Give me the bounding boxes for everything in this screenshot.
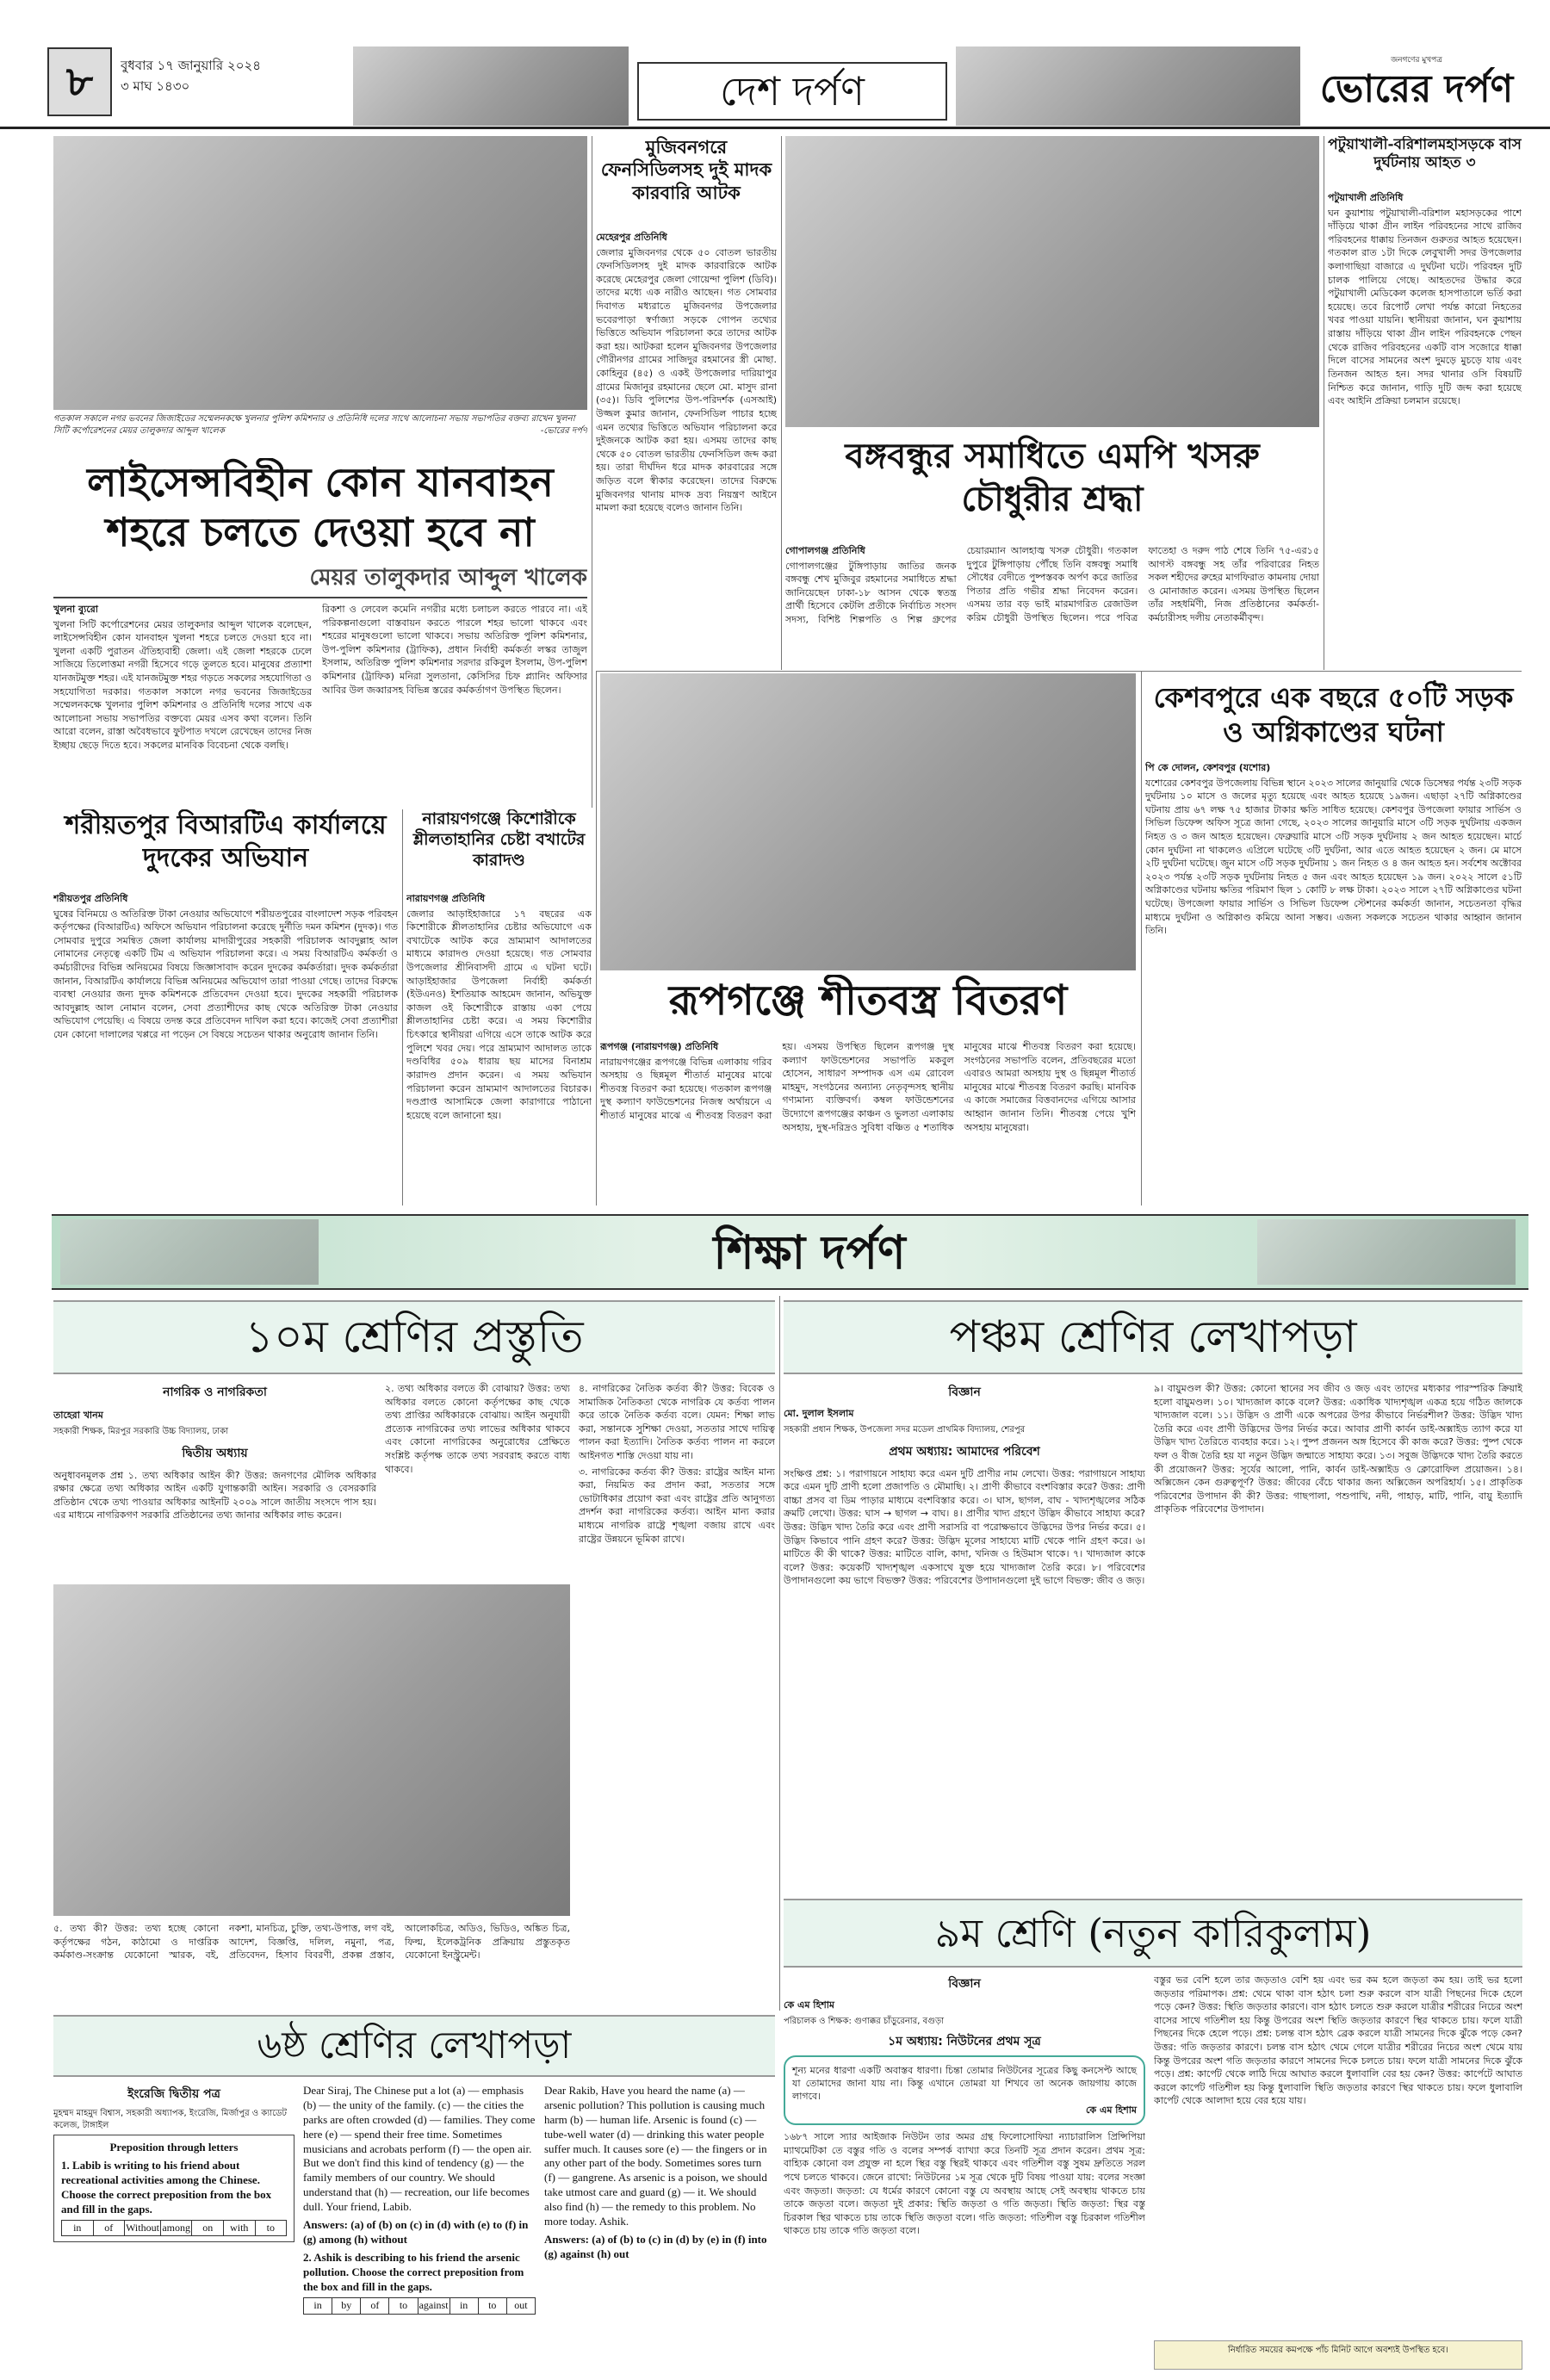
- date-bn-2: ৩ মাঘ ১৪৩০: [121, 78, 190, 94]
- bangabandhu-headline: বঙ্গবন্ধুর সমাধিতে এমপি খসরু চৌধুরীর শ্রদ্ধা: [845, 436, 1260, 519]
- class6-preposition-box-2: [303, 2297, 536, 2315]
- prep-word: to: [266, 2222, 275, 2234]
- meyor-column-2: [322, 603, 587, 805]
- class5-author: মো. দুলাল ইসলাম: [784, 1408, 854, 1419]
- date-line: [121, 55, 379, 96]
- prep-word: among: [161, 2221, 193, 2235]
- shariatpur-headline: শরীয়তপুর বিআরটিএ কার্যালয়ে দুদকের অভিযান: [65, 810, 387, 873]
- class5-author-desig: সহকারী প্রধান শিক্ষক, উপজেলা সদর মডেল প্রাথমিক বিদ্যালয়, শেরপুর: [784, 1425, 1026, 1435]
- class6-subject: ইংরেজি দ্বিতীয় পত্র: [127, 2087, 220, 2101]
- banner-photo-left: [60, 1219, 319, 1285]
- class10-chapter: দ্বিতীয় অধ্যায়: [182, 1446, 248, 1460]
- header-photo-strip-left: [353, 46, 629, 126]
- prep-word: Without: [126, 2222, 159, 2234]
- fensidil-byline: মেহেরপুর প্রতিনিধি: [596, 232, 667, 243]
- fensidil-body: জেলার মুজিবনগর থেকে ৫০ বোতল ভারতীয় ফেনসিডিলসহ দুই মাদক কারবারিকে আটক করেছে মেহেরপুর জেলা গোয়েন্দা পুলিশ (ডিবি)। তাদের মধ্যে এক নারীও আছেন। গত সোমবার দিবাগত মধ্যরাতে মুজিবনগর উপজেলার ভবেরপাড়া স্বর্ণাজ্যা সড়কে গোপন তথ্যের ভিত্তিতে অভিযান পরিচালনা করে তাদের আটক করা হয়। আটকরা হলেন মুজিবনগর উপজেলার গৌরীনগর গ্রামের সাজিদুর রহমানের স্ত্রী মোছা. কোহিনুর (৪৫) ও একই উপজেলার দারিয়াপুর গ্রামের মিজানুর রহমানের ছেলে মো. মাসুদ রানা (৩৫)। ডিবি পুলিশের উপ-পরিদর্শক (এসআই) উজ্জল কুমার জানান, ফেনসিডিল পাচার হচ্ছে এমন তথ্যের ভিত্তিতে অভিযান পরিচালনা করে দুইজনকে আটক করা হয়। এসময় তাদের কাছ থেকে ৫০ বোতল ভারতীয় ফেনসিডিল জব্দ করা হয়। তারা দীর্ঘদিন ধরে মাদক কারবারের সঙ্গে জড়িত বলে স্বীকার করেছেন। তাদের বিরুদ্ধে মুজিবনগর থানায় মাদক দ্রব্য নিয়ন্ত্রণ আইনে মামলা করা হয়েছে বলেও জানান তিনি।: [596, 246, 777, 514]
- class6-preposition-box-1: [61, 2220, 287, 2236]
- students-photo: [53, 1584, 570, 1916]
- section-title: দেশ দর্পণ: [637, 62, 947, 121]
- class6-answers-1: Answers: (a) of (b) on (c) in (d) with (e) to (f) in (g) among (h) without: [303, 2218, 529, 2246]
- narayanganj-headline: নারায়ণগঞ্জে কিশোরীকে শ্লীলতাহানির চেষ্টা বখাটের কারাদণ্ড: [412, 809, 586, 870]
- accident-body: ঘন কুয়াশায় পটুয়াখালী-বরিশাল মহাসড়কের পাশে দাঁড়িয়ে থাকা গ্রীন লাইন পরিবহনের সাথে রাজিব পরিবহনের ধাক্কায় তিনজন গুরুতর আহত হয়েছেন। গতকাল রাত ১টা দিকে লেবুখালী সদর উপজেলার কলাগাছিয়া বাজারে এ দুর্ঘটনা ঘটে। পরিবহন দুটি চালক পালিয়ে গেছে। আহতদের উদ্ধার করে পটুয়াখালী মেডিকেল কলেজ হাসপাতালে ভর্তি করা হয়েছে। তবে রিপোর্ট লেখা পর্যন্ত কারো নিহতের খবর পাওয়া যায়নি। স্থানীয়রা জানান, ঘন কুয়াশায় রাস্তায় দাঁড়িয়ে থাকা গ্রীন লাইন পরিবহনকে পেছন থেকে রাজিব পরিবহনের একটি বাস সজোরে ধাক্কা দিলে বাসের সামনের অংশ দুমড়ে মুচড়ে যায় এবং তিনজন আহত হন। সদর থানার ওসি বিষয়টি নিশ্চিত করে জানান, গাড়ি দুটি জব্দ করা হয়েছে এবং আইনি প্রক্রিয়া চলমান রয়েছে।: [1328, 207, 1522, 407]
- meyor-body-1: খুলনা সিটি কর্পোরেশনের মেয়র তালুকদার আব্দুল খালেক বলেছেন, লাইসেন্সবিহীন কোন যানবাহন খুলনা শহরে চলতে দেওয়া হবে না। খুলনা একটি পুরাতন ঐতিহ্যবাহী জেলা। এই জেলা শহরকে ঢেলে সাজিয়ে তিলোত্তমা নগরী হিসেবে গড়ে তুলতে হবে। মানুষের প্রত্যাশা যানজটমুক্ত শহর। এই যানজটমুক্ত শহর গড়তে সকলের সহযোগিতা ও সহযোগিতা দরকার। গতকাল সকালে নগর ভবনের জিজাইডের সম্মেলনকক্ষে খুলনার পুলিশ কমিশনার ও প্রতিনিধি দলের সাথে এক আলোচনা সভায় সভাপতির বক্তব্যে মেয়র এসব কথা বলেন। তিনি আরো বলেন, রাস্তা অবৈধভাবে ফুটপাত দখলে রেখেছেন তাদের নিজ ইচ্ছায় ছেড়ে দিতে হবে। সকলের মানবিক বিবেচনা থেকে বলছি।: [53, 618, 312, 752]
- column-rule: [779, 1296, 780, 2011]
- meyor-byline: খুলনা ব্যুরো: [53, 604, 98, 615]
- class5-title: পঞ্চম শ্রেণির লেখাপড়া: [784, 1300, 1522, 1374]
- column-rule: [1141, 672, 1142, 1205]
- class6-column-2: [303, 2084, 536, 2372]
- class10-column-3: [579, 1382, 775, 1899]
- caption-credit: -ভোরের দর্পণ: [540, 425, 587, 436]
- class6-title: ৬ষ্ঠ শ্রেণির লেখাপড়া: [53, 2015, 775, 2077]
- class10-body-5: ৫. তথ্য কী? উত্তর: তথ্য হচ্ছে কোনো কর্তৃপক্ষের গঠন, কাঠামো ও দাপ্তরিক কর্মকাণ্ড-সংক্রান্ত যেকোনো স্মারক, বই, নকশা, মানচিত্র, চুক্তি, তথ্য-উপাত্ত, লগ বই, আদেশ, বিজ্ঞপ্তি, দলিল, নমুনা, পত্র, প্রতিবেদন, হিসাব বিবরণী, প্রকল্প প্রস্তাব, আলোকচিত্র, অডিও, ভিডিও, অঙ্কিত চিত্র, ফিল্ম, ইলেকট্রনিক প্রক্রিয়ায় প্রস্তুতকৃত যেকোনো ইনস্ট্রুমেন্ট।: [53, 1923, 570, 1962]
- class10-body-4: ৪. নাগরিকের নৈতিক কর্তব্য কী? উত্তর: বিবেক ও সামাজিক নৈতিকতা থেকে নাগরিক যে কর্তব্য পালন করে তাকে নৈতিক কর্তব্য বলে। যেমন: শিক্ষা লাভ করা, সন্তানকে সুশিক্ষা দেওয়া, সততার সাথে দায়িত্ব পালন করা ইত্যাদি। নৈতিক কর্তব্য পালন না করলে আইনগত শাস্তি দেওয়া যায় না।: [579, 1383, 775, 1462]
- header-photo-strip-right: [956, 46, 1300, 126]
- accident-headline: পটুয়াখালী-বরিশালমহাসড়কে বাস দুর্ঘটনায় আহত ৩: [1328, 136, 1522, 172]
- caption-text: গতকাল সকালে নগর ভবনের জিজাইডের সম্মেলনকক্ষে খুলনার পুলিশ কমিশনার ও প্রতিনিধি দলের সাথে আলোচনা সভায় সভাপতির বক্তব্য রাখেন খুলনা সিটি কর্পোরেশনের মেয়র তালুকদার আব্দুল খালেক: [53, 414, 575, 436]
- class6-column-3: [544, 2084, 775, 2372]
- row-rule: [596, 671, 1522, 672]
- class10-title: ১০ম শ্রেণির প্রস্তুতি: [53, 1300, 775, 1374]
- shariatpur-column: [53, 892, 398, 1202]
- class10-author-desig: সহকারী শিক্ষক, মিরপুর সরকারি উচ্চ বিদ্যালয়, ঢাকা: [53, 1427, 229, 1436]
- accident-byline: পটুয়াখালী প্রতিনিধি: [1328, 192, 1404, 203]
- rupganj-headline: রূপগঞ্জে শীতবস্ত্র বিতরণ: [668, 976, 1068, 1025]
- prep-word: to: [389, 2298, 418, 2314]
- shariatpur-byline: শরীয়তপুর প্রতিনিধি: [53, 893, 128, 904]
- prep-word: out: [514, 2299, 528, 2312]
- class9-chapter: ১ম অধ্যায়: নিউটনের প্রথম সূত্র: [888, 2034, 1041, 2048]
- blanket-distribution-photo: [600, 673, 1136, 970]
- accident-column: [1328, 191, 1522, 669]
- class10-author: তাহেরা খানম: [53, 1410, 103, 1421]
- narayanganj-column: [406, 892, 592, 1202]
- class6-question-2: 2. Ashik is describing to his friend the arsenic pollution. Choose the correct preposition from the box and fill in the gaps.: [303, 2250, 524, 2293]
- class5-body-2: ৯। বায়ুমণ্ডল কী? উত্তর: কোনো স্থানের সব জীব ও জড় এবং তাদের মধ্যকার পারস্পরিক ক্রিয়াই হলো বায়ুমণ্ডল। ১০। খাদ্যজাল কাকে বলে? উত্তর: একাধিক খাদ্যশৃঙ্খল একত্র হয়ে গঠিত জালকে খাদ্যজাল বলে। ১১। উদ্ভিদ ও প্রাণী একে অপরের উপর কীভাবে নির্ভরশীল? উত্তর: উদ্ভিদ খাদ্য তৈরি করে এবং প্রাণী উদ্ভিদের উপর নির্ভর করে। আবার প্রাণী কার্বন ডাই-অক্সাইড ত্যাগ করে যা উদ্ভিদ খাদ্য তৈরিতে ব্যবহার করে। ১২। পুষ্প প্রজনন অঙ্গ হিসেবে কী কাজ করে? উত্তর: পুষ্প থেকে ফল ও বীজ তৈরি হয় যা নতুন উদ্ভিদ জন্মাতে সাহায্য করে। ১৩। সবুজ উদ্ভিদকে খাদ্য তৈরি করতে কী প্রয়োজন? উত্তর: সূর্যের আলো, পানি, কার্বন ডাই-অক্সাইড ও ক্লোরোফিল প্রয়োজন। ১৪। অক্সিজেন কেন গুরুত্বপূর্ণ? উত্তর: জীবের বেঁচে থাকার জন্য অক্সিজেন অপরিহার্য। ১৫। প্রাকৃতিক পরিবেশের উপাদান কী কী? উত্তর: গাছপালা, পশুপাখি, নদী, পাহাড়, মাটি, পানি, বায়ু ইত্যাদি প্রাকৃতিক পরিবেশের উপাদান।: [1154, 1383, 1522, 1515]
- prep-word: with: [224, 2221, 256, 2235]
- class5-subject: বিজ্ঞান: [948, 1385, 981, 1399]
- fensidil-headline: মুজিবনগরে ফেনসিডিলসহ দুই মাদক কারবারি আটক: [600, 136, 772, 203]
- class10-body-1: অনুধাবনমূলক প্রশ্ন ১. তথ্য অধিকার আইন কী? উত্তর: জনগণের মৌলিক অধিকার রক্ষার ক্ষেত্রে তথ্য অধিকার আইন একটি যুগান্তকারী আইন। সরকারি ও বেসরকারি প্রতিষ্ঠান থেকে তথ্য পাওয়ার অধিকার আইনটি ২০০৯ সালে জাতীয় সংসদে পাস হয়। এর মাধ্যমে নাগরিকগণ সরকারি প্রতিষ্ঠানের তথ্য জানার অধিকার লাভ করেন।: [53, 1469, 376, 1522]
- class10-column-3-continued: [579, 1903, 775, 2006]
- paper-tagline: জনগণের মুখপত্র: [1391, 56, 1442, 65]
- prep-word: in: [62, 2221, 94, 2235]
- class6-column-1: [53, 2084, 294, 2372]
- prep-word: to: [479, 2298, 507, 2314]
- class9-title: ৯ম শ্রেণি (নতুন কারিকুলাম): [784, 1899, 1522, 1968]
- prep-word: of: [361, 2298, 389, 2314]
- class10-subject: নাগরিক ও নাগরিকতা: [163, 1385, 267, 1399]
- class6-letter-2: Dear Rakib, Have you heard the name (a) — arsenic pollution? This pollution is causing much harm (b) — human life. Arsenic is found (c) — tube-well water (d) — drinking this water people suffer much. It causes sore (e) — the fingers or in any other part of the body. Sometimes sores turn (f) — gangrene. As arsenic is a poison, we should take utmost care and guard (g) — it. We should also find (h) — the remedy to this problem. No more today. Ashik.: [544, 2084, 767, 2228]
- keshabpur-headline: কেশবপুরে এক বছরে ৫০টি সড়ক ও অগ্নিকাণ্ডের ঘটনা: [1153, 681, 1514, 748]
- narayanganj-byline: নারায়ণগঞ্জ প্রতিনিধি: [406, 893, 486, 904]
- meyor-body-2: রিকশা ও লেবেল কমেনি নগরীর মধ্যে চলাচল করতে পারবে না। এই পরিকল্পনাগুলো বাস্তবায়ন করতে পারলে শহর ভালো থাকবে এবং শহরের মানুষগুলো ভালো থাকবে। সভায় অতিরিক্ত পুলিশ কমিশনার, উপ-পুলিশ কমিশনার (ট্রাফিক), প্রধান নির্বাহী কর্মকর্তা লস্কর তাজুল ইসলাম, অতিরিক্ত পুলিশ কমিশনার সরদার রকিবুল ইসলাম, উপ-পুলিশ কমিশনার (ট্রাফিক) মনিরা সুলতানা, কেসিসির চিফ প্ল্যানিং অফিসার আবির উল জব্বারসহ বিভিন্ন স্তরের কর্মকর্তাগণ উপস্থিত ছিলেন।: [322, 604, 587, 696]
- class9-author-desig: পরিচালক ও শিক্ষক: গুণাক্কর চাঁড়ুরেনার, বগুড়া: [784, 2017, 945, 2026]
- prep-word: on: [192, 2221, 224, 2235]
- prep-word: by: [332, 2298, 361, 2314]
- class6-question-1: 1. Labib is writing to his friend about recreational activities among the Chinese. Choose the correct preposition from the box and fill in the gaps.: [61, 2158, 272, 2216]
- meyor-column-1: [53, 603, 312, 805]
- banner-photo-right: [1257, 1219, 1516, 1285]
- class9-quote-box: [784, 2055, 1145, 2126]
- class9-column-1: [784, 1974, 1145, 2370]
- meeting-photo: [53, 136, 587, 410]
- bangabandhu-body: গোপালগঞ্জের টুঙ্গিপাড়ায় জাতির জনক বঙ্গবন্ধু শেখ মুজিবুর রহমানের সমাধিতে শ্রদ্ধা জানিয়েছেন ঢাকা-১৮ আসন থেকে স্বতন্ত্র প্রার্থী হিসেবে কেটলি প্রতীকে নির্বাচিত সংসদ সদস্য, বিশিষ্ট শিল্পপতি ও শিল্প গ্রুপের চেয়ারম্যান আলহাজ্ব খসরু চৌধুরী। গতকাল দুপুরে টুঙ্গিপাড়ায় পৌঁছে তিনি বঙ্গবন্ধু সমাধি সৌধের বেদীতে পুষ্পস্তবক অর্পণ করে জাতির পিতার প্রতি গভীর শ্রদ্ধা নিবেদন করেন। এসময় তার বড় ভাই মারমাগরিত রেজাউল করিম চৌধুরী উপস্থিত ছিলেন। পরে পবিত্র ফাতেহা ও দরুদ পাঠ শেষে তিনি ৭৫-এর১৫ আগস্ট বঙ্গবন্ধু সহ তাঁর পরিবারের নিহত সকল শহীদের রুহের মাগফিরাত কামনায় দোয়া ও মোনাজাত করেন। এসময় উপস্থিত ছিলেন তাঁর সহধর্মিণী, নিজ প্রতিষ্ঠানের কর্মকর্তা-কর্মচারীসহ দলীয় নেতাকর্মীবৃন্দ।: [785, 545, 1319, 626]
- tomb-photo: [785, 136, 1319, 427]
- keshabpur-byline: পি কে দোলন, কেশবপুর (যশোর): [1145, 762, 1271, 773]
- class6-prep-title: Preposition through letters: [109, 2141, 239, 2154]
- class9-quote-credit: কে এম হিশাম: [1085, 2104, 1137, 2116]
- class9-subject: বিজ্ঞান: [948, 1977, 981, 1991]
- class5-column-2: [1154, 1382, 1522, 1890]
- bangabandhu-byline: গোপালগঞ্জ প্রতিনিধি: [785, 545, 865, 556]
- date-bn: বুধবার ১৭ জানুয়ারি ২০২৪: [121, 58, 261, 73]
- bangabandhu-body-columns: [785, 544, 1319, 665]
- rupganj-body: নারায়ণগঞ্জের রূপগঞ্জে বিভিন্ন এলাকায় গরিব অসহায় ও ছিন্নমূল শীতার্ত মানুষের মাঝে শীতবস্ত্র বিতরণ করা হয়েছে। গতকাল রূপগঞ্জ দুস্থ কল্যাণ ফাউন্ডেশনের নিজস্ব অর্থায়নে এ শীতার্ত মানুষের মাঝে এ শীতবস্ত্র বিতরণ করা হয়। এসময় উপস্থিত ছিলেন রূপগঞ্জ দুস্থ কল্যাণ ফাউন্ডেশনের সভাপতি মকবুল হোসেন, সাধারণ সম্পাদক এস এম রোবেল মাহমুদ, সংগঠনের অন্যান্য নেতৃবৃন্দসহ স্থানীয় গণ্যমান্য ব্যক্তিবর্গ। কম্বল ফাউন্ডেশনের উদ্যোগে রূপগঞ্জের কাঞ্চন ও ভুলতা এলাকায় অসহায়, দুস্থ-দরিদ্রও সুবিধা বঞ্চিত ৫ শতাধিক মানুষের মাঝে শীতবস্ত্র বিতরণ করা হয়েছে। সংগঠনের সভাপতি বলেন, প্রতিবছরের মতো এবারও আমরা অসহায় দুস্থ ও ছিন্নমূল শীতার্ত মানুষের মাঝে শীতবস্ত্র বিতরণ করছি। মানবিক এ কাজে সমাজের বিত্তবানদের এগিয়ে আসার আহ্বান জানান তিনি। শীতবস্ত্র পেয়ে খুশি অসহায় মানুষেরা।: [600, 1041, 1136, 1133]
- class10-body-5-columns: [53, 1922, 570, 2008]
- class9-footer-note: নির্ধারিত সময়ের কমপক্ষে পাঁচ মিনিট আগে অবশ্যই উপস্থিত হবে।: [1154, 2340, 1522, 2370]
- meeting-photo-caption: [53, 413, 587, 455]
- class9-body-2: বস্তুর ভর বেশি হলে তার জড়তাও বেশি হয় এবং ভর কম হলে জড়তা কম হয়। তাই ভর হলো জড়তার পরিমাপক। প্রশ্ন: থেমে থাকা বাস হঠাৎ চলা শুরু করলে বাস যাত্রী পিছনের দিকে হেলে পড়ে কেন? উত্তর: স্থিতি জড়তার কারণে। বাস হঠাৎ চলতে শুরু করলে যাত্রীর শরীরের নিচের অংশ বাসের সাথে গতিশীল হয় কিন্তু উপরের অংশ স্থিতি জড়তার কারণে স্থির থাকতে চায়। ফলে যাত্রী পিছনের দিকে হেলে পড়ে। প্রশ্ন: চলন্ত বাস হঠাৎ ব্রেক করলে যাত্রী সামনের দিকে ঝুঁকে পড়ে কেন? উত্তর: গতি জড়তার কারণে। চলন্ত বাস হঠাৎ থেমে গেলে যাত্রীর শরীরের নিচের অংশ থেমে যায় কিন্তু উপরের অংশ গতি জড়তার কারণে সামনের দিকে চলতে চায়। ফলে যাত্রী সামনের দিকে ঝুঁকে পড়ে। প্রশ্ন: কার্পেট থেকে লাঠি দিয়ে আঘাত করলে ধুলাবালি বের হয় কেন? উত্তর: কার্পেটে আঘাত করলে কার্পেট গতিশীল হয় কিন্তু ধুলাবালি স্থিতি জড়তার কারণে স্থির থাকতে চায়। ফলে ধুলাবালি কার্পেট থেকে আলাদা হয়ে বের হয়ে যায়।: [1154, 1974, 1522, 2107]
- paper-name: ভোরের দর্পণ: [1319, 67, 1514, 111]
- class9-quote: শূন্য মনের ধারণা একটি অবাস্তব ধারণা। চিন্তা তোমার নিউটনের সূত্রের কিছু কনসেপ্ট আছে যা তোমাদের জানা যায় না। কিন্তু এখানে তোমরা যা শিখবে তা অনেক জায়গায় কাজে লাগবে।: [792, 2064, 1137, 2103]
- class6-author: মুহম্মদ মাহমুদ বিশ্বাস, সহকারী অধ্যাপক, ইংরেজি, মির্জাপুর ও ক্যাডেট কলেজ, টাঙ্গাইল: [53, 2109, 287, 2130]
- meyor-subhead: মেয়র তালুকদার আব্দুল খালেক: [53, 564, 587, 598]
- meyor-headline: লাইসেন্সবিহীন কোন যানবাহন শহরে চলতে দেওয়া হবে না: [87, 459, 554, 555]
- prep-word: of: [94, 2221, 126, 2235]
- narayanganj-body: জেলার আড়াইহাজারে ১৭ বছরের এক কিশোরীকে শ্লীলতাহানির চেষ্টার অভিযোগে এক বখাটেকে আটক করে ভ্রাম্যমাণ আদালতের মাধ্যমে কারাদণ্ড দেওয়া হয়েছে। গত সোমবার উপজেলার শ্রীনিবাসদী গ্রামে এ ঘটনা ঘটে। আড়াইহাজার উপজেলা নির্বাহী কর্মকর্তা (ইউএনও) ইশতিয়াক আহমেদ জানান, অভিযুক্ত কাজল ওই কিশোরীকে রাস্তায় একা পেয়ে শ্লীলতাহানির চেষ্টা করে। এ সময় কিশোরীর চিৎকারে স্থানীয়রা এগিয়ে এসে তাকে আটক করে পুলিশে খবর দেয়। পরে ভ্রাম্যমাণ আদালত তাকে দণ্ডবিধির ৫০৯ ধারায় ছয় মাসের বিনাশ্রম কারাদণ্ড প্রদান করেন। এ সময় অভিযান পরিচালনা করেন ভ্রাম্যমাণ আদালতের বিচারক। দণ্ডপ্রাপ্ত আসামিকে জেলা কারাগারে পাঠানো হয়েছে বলে জানানো হয়।: [406, 908, 592, 1121]
- page-number: ৮: [47, 47, 112, 116]
- class6-answers-2: Answers: (a) of (b) to (c) in (d) by (e) in (f) into (g) against (h) out: [544, 2232, 767, 2260]
- class5-body-1: সংক্ষিপ্ত প্রশ্ন: ১। পরাগায়নে সাহায্য করে এমন দুটি প্রাণীর নাম লেখো। উত্তর: পরাগায়নে সাহায্য করে এমন দুটি প্রাণী হলো প্রজাপতি ও মৌমাছি। ২। প্রাণী কীভাবে বংশবিস্তার করে? উত্তর: প্রাণী বাচ্চা প্রসব বা ডিম পাড়ার মাধ্যমে বংশবিস্তার করে। ৩। ঘাস, ছাগল, বাঘ - খাদ্যশৃঙ্খলের সঠিক ক্রমটি লেখো। উত্তর: ঘাস → ছাগল → বাঘ। ৪। প্রাণীর খাদ্য গ্রহণে উদ্ভিদ কীভাবে সাহায্য করে? উত্তর: উদ্ভিদ খাদ্য তৈরি করে এবং প্রাণী সরাসরি বা পরোক্ষভাবে উদ্ভিদের উপর নির্ভর করে। ৫। উদ্ভিদ কিভাবে পানি গ্রহণ করে? উত্তর: উদ্ভিদ মূলের সাহায্যে মাটি থেকে পানি গ্রহণ করে। ৬। মাটিতে কী কী থাকে? উত্তর: মাটিতে বালি, কাদা, খনিজ ও হিউমাস থাকে। ৭। খাদ্যজাল কাকে বলে? উত্তর: কয়েকটি খাদ্যশৃঙ্খল একসাথে যুক্ত হয়ে খাদ্যজাল তৈরি করে। ৮। পরিবেশের উপাদানগুলো কয় ভাগে বিভক্ত? উত্তর: পরিবেশের উপাদানগুলো দুই ভাগে বিভক্ত: জীব ও জড়।: [784, 1467, 1145, 1587]
- class5-chapter: প্রথম অধ্যায়: আমাদের পরিবেশ: [889, 1444, 1040, 1459]
- class5-column-1: [784, 1382, 1145, 1890]
- column-rule: [402, 809, 403, 1205]
- class9-author: কে এম হিশাম: [784, 1999, 835, 2011]
- education-banner-title: শিক্ষা দর্পণ: [713, 1224, 906, 1280]
- class9-body-1: ১৬৮৭ সালে স্যার আইজাক নিউটন তার অমর গ্রন্থ ফিলোসোফিয়া ন্যাচারালিস প্রিন্সিপিয়া ম্যাথমেটিকা তে বস্তুর গতি ও বলের সম্পর্ক ব্যাখ্যা করে তিনটি সূত্র প্রদান করেন। প্রথম সূত্র: বাহ্যিক কোনো বল প্রযুক্ত না হলে স্থির বস্তু স্থিরই থাকবে এবং গতিশীল বস্তু সুষম দ্রুতিতে সরল পথে চলতে থাকবে। জেনে রাখো: নিউটনের ১ম সূত্র থেকে দুটি বিষয় পাওয়া যায়: বলের সংজ্ঞা এবং জড়তা। জড়তা: যে ধর্মের কারণে কোনো বস্তু যে অবস্থায় আছে সেই অবস্থায় থাকতে চায় তাকে জড়তা বলে। জড়তা দুই প্রকার: স্থিতি জড়তা ও গতি জড়তা। স্থিতি জড়তা: স্থির বস্তু চিরকাল স্থির থাকতে চায় তাকে স্থিতি জড়তা বলে। গতি জড়তা: গতিশীল বস্তু চিরকাল গতিশীল থাকতে চায় তাকে গতি জড়তা বলে।: [784, 2131, 1145, 2237]
- class6-exercise-box: [53, 2135, 294, 2242]
- rupganj-body-columns: [600, 1040, 1136, 1204]
- shariatpur-body: ঘুষের বিনিময়ে ও অতিরিক্ত টাকা নেওয়ার অভিযোগে শরীয়তপুরের বাংলাদেশ সড়ক পরিবহন কর্তৃপক্ষের (বিআরটিএ) অফিসে অভিযান পরিচালনা করেছে দুর্নীতি দমন কমিশন (দুদক)। গত সোমবার দুপুরে সমন্বিত জেলা কার্যালয় মাদারীপুরের সহকারী পরিচালক আবদুল্লাহ আল নোমানের নেতৃত্বে একটি টিম এ অভিযান পরিচালনা করে। এ সময় বিআরটিএ কর্মকর্তা ও কর্মচারীদের বিভিন্ন অনিয়মের বিষয়ে জিজ্ঞাসাবাদ করেন দুদকের কর্মকর্তারা। দুদক কর্মকর্তারা জানান, বিআরটিএ কার্যালয়ে বিভিন্ন অনিয়মের অভিযোগ তারা পাওয়া গেছে। তাদের বিরুদ্ধে ব্যবস্থা নেওয়ার জন্য দুদক কমিশনকে প্রতিবেদন দেওয়া হবে। দুদকের সহকারী পরিচালক আবদুল্লাহ আল নোমান বলেন, সেবা প্রত্যাশীদের কাছ থেকে অতিরিক্ত টাকা নেওয়ার অভিযোগ পেয়েছি। এ বিষয়ে তদন্ত করে প্রতিবেদন দাখিল করা হবে। কাজেই সেবা প্রত্যাশীরা যেন কোনো দালালের খপ্পরে না পড়েন সে বিষয়ে সচেতন থাকার অনুরোধ জানান তিনি।: [53, 908, 398, 1041]
- rupganj-byline: রূপগঞ্জ (নারায়ণগঞ্জ) প্রতিনিধি: [600, 1041, 719, 1052]
- column-rule: [596, 672, 597, 1205]
- class6-letter-1: Dear Siraj, The Chinese put a lot (a) — emphasis (b) — the unity of the family. (c) — the cities the parks are often crowded (d) — families. They come here (e) — spend their free time. Sometimes musicians and acrobats perform (f) — the open air. But we don't find this kind of tendency (g) — the family members of our country. We should understand that (h) — recreation, our life becomes dull. Your friend, Labib.: [303, 2084, 536, 2214]
- fensidil-column: [596, 231, 777, 661]
- keshabpur-body: যশোরের কেশবপুর উপজেলায় বিভিন্ন স্থানে ২০২৩ সালের জানুয়ারি থেকে ডিসেম্বর পর্যন্ত ২৩টি সড়ক দুর্ঘটনায় ১০ মাসে ও জলের মৃত্যু হয়েছে এবং আহত হয়েছে ১৯জন। এছাড়া ২৭টি অগ্নিকাণ্ডের ঘটনায় প্রায় ৬৭ লক্ষ ৭৫ হাজার টাকার ক্ষতি সাধিত হয়েছে। কেশবপুর উপজেলা ফায়ার সার্ভিস ও সিভিল ডিফেন্স অফিস সূত্রে জানা গেছে, ২০২৩ সালের জানুয়ারি মাসে ৩টি সড়ক দুর্ঘটনায় একজন নিহত ও ৩ জন আহত হয়েছেন। ফেব্রুয়ারি মাসে ৩টি সড়ক দুর্ঘটনায় ২ জন আহত হয়েছেন। মার্চে কোন দুর্ঘটনা না থাকলেও এপ্রিলে ঘটেছে ৩টি দুর্ঘটনা, আর এতে আহত হয়েছেন ২ জন। মে মাসে ২টি দুর্ঘটনা ঘটেছে। জুন মাসে ৩টি সড়ক দুর্ঘটনায় ১ জন নিহত ও ৪ জন আহত হন। সর্বশেষ অক্টোবর ২০২৩ পর্যন্ত ২৩টি সড়ক দুর্ঘটনায় নিহত ৫ জন এবং আহত হয়েছেন ১৯ জন। ২০২২ সালে ৫১টি অগ্নিকাণ্ডের ঘটনায় ক্ষতির পরিমাণ ছিল ১ কোটি ৮ লক্ষ টাকা। ২০২৩ সালে ২৭টি অগ্নিকাণ্ডের ঘটনা ঘটেছে। উপজেলা ফায়ার সার্ভিস ও সিভিল ডিফেন্স স্টেশনের কর্মকর্তা জানান, সচেতনতা বৃদ্ধির মাধ্যমে দুর্ঘটনা ও অগ্নিকাণ্ড কমিয়ে আনা সম্ভব। এজন্য সকলকে সচেতন থাকার আহ্বান জানান তিনি।: [1145, 777, 1522, 937]
- column-rule: [781, 136, 782, 670]
- prep-word: in: [304, 2298, 332, 2314]
- prep-word: in: [450, 2298, 479, 2314]
- class10-body-3: ৩. নাগরিকের কর্তব্য কী? উত্তর: রাষ্ট্রের আইন মান্য করা, নিয়মিত কর প্রদান করা, সততার সঙ্গে ভোটাধিকার প্রয়োগ করা এবং রাষ্ট্রের প্রতি আনুগত্য প্রদর্শন করা নাগরিকের কর্তব্য। আইন মান্য করার মাধ্যমে নাগরিক রাষ্ট্রে শৃঙ্খলা বজায় রাখে এবং রাষ্ট্রের উন্নয়নে ভূমিকা রাখে।: [579, 1466, 775, 1545]
- class10-body-2: ২. তথ্য অধিকার বলতে কী বোঝায়? উত্তর: তথ্য অধিকার বলতে কোনো কর্তৃপক্ষের কাছ থেকে তথ্য প্রাপ্তির অধিকারকে বোঝায়। আইন অনুযায়ী প্রত্যেক নাগরিকের তথ্য লাভের অধিকার থাকবে এবং কোনো নাগরিকের অনুরোধের প্রেক্ষিতে সংশ্লিষ্ট কর্তৃপক্ষ তাকে তথ্য সরবরাহ করতে বাধ্য থাকবে।: [385, 1383, 570, 1475]
- prep-word: against: [418, 2298, 450, 2314]
- keshabpur-column: [1145, 761, 1522, 1202]
- class9-column-2: [1154, 1974, 1522, 2335]
